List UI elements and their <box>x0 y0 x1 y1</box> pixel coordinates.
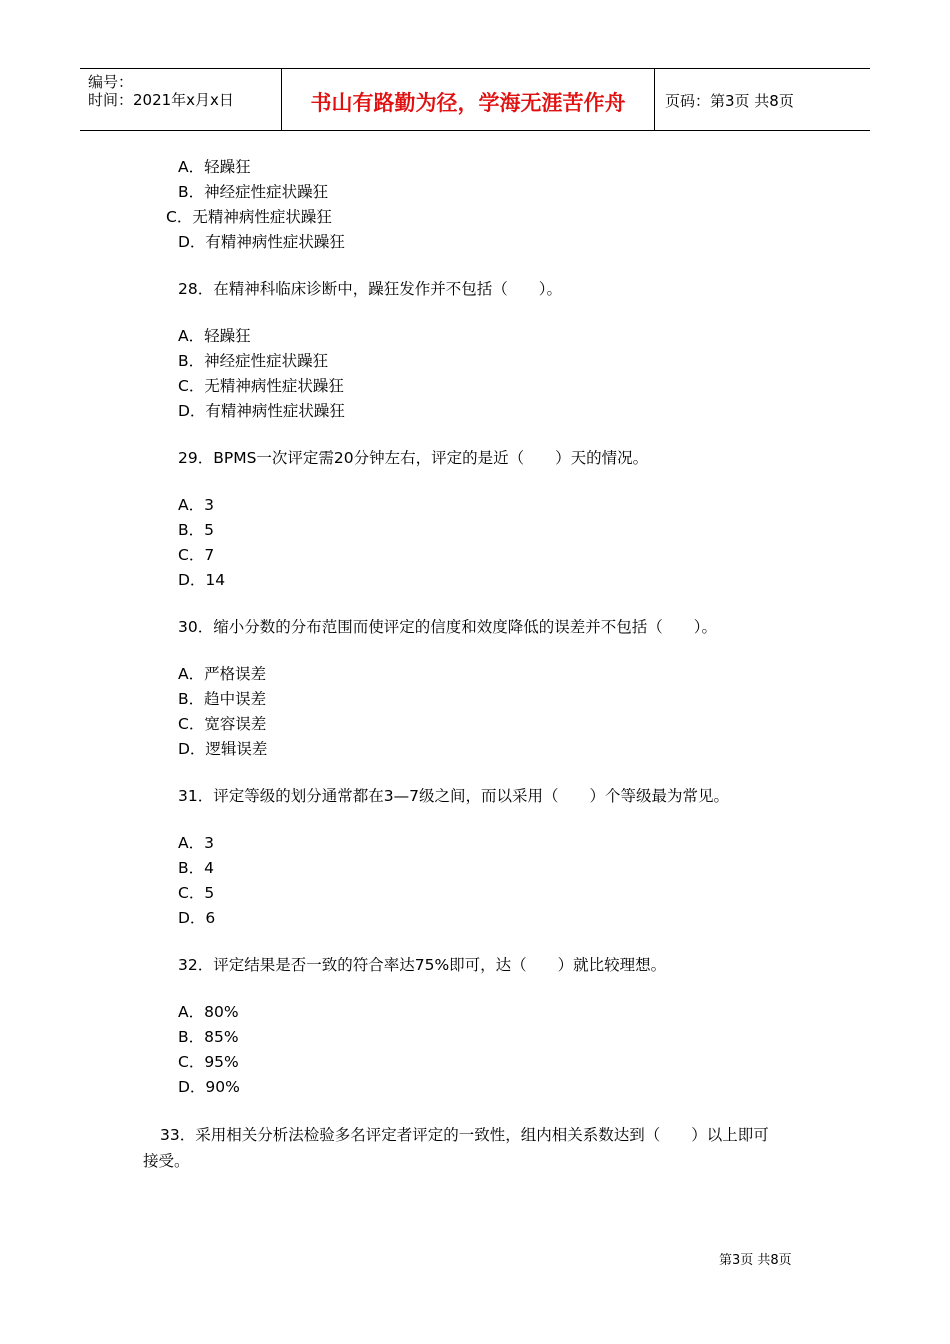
option-line: C．95% <box>178 1053 239 1071</box>
question-stem: 31．评定等级的划分通常都在3—7级之间，而以采用（ ）个等级最为常见。 <box>178 787 729 805</box>
document-time-label: 时间：2021年x月x日 <box>88 91 234 109</box>
option-line: B．85% <box>178 1028 239 1046</box>
header-meta-cell <box>80 69 282 130</box>
option-line: B．4 <box>178 859 214 877</box>
header-motto-cell <box>282 69 655 130</box>
option-line: A．严格误差 <box>178 665 267 683</box>
question-stem: 30．缩小分数的分布范围而使评定的信度和效度降低的误差并不包括（ ）。 <box>178 618 717 636</box>
option-line: C．5 <box>178 884 215 902</box>
option-line: C．无精神病性症状躁狂 <box>166 208 332 226</box>
option-line: A．轻躁狂 <box>178 158 251 176</box>
question-stem: 28．在精神科临床诊断中，躁狂发作并不包括（ ）。 <box>178 280 562 298</box>
option-line: A．3 <box>178 834 214 852</box>
option-line: B．5 <box>178 521 214 539</box>
question-stem: 32．评定结果是否一致的符合率达75%即可，达（ ）就比较理想。 <box>178 956 667 974</box>
question-stem: 33．采用相关分析法检验多名评定者评定的一致性，组内相关系数达到（ ）以上即可 <box>160 1126 769 1144</box>
document-number-label: 编号： <box>88 73 134 91</box>
option-line: A．轻躁狂 <box>178 327 251 345</box>
question-stem: 29．BPMS一次评定需20分钟左右，评定的是近（ ）天的情况。 <box>178 449 649 467</box>
option-line: D．14 <box>178 571 226 589</box>
option-line: D．有精神病性症状躁狂 <box>178 233 345 251</box>
option-line: D．有精神病性症状躁狂 <box>178 402 345 420</box>
header-page-cell <box>655 69 870 130</box>
question-stem-continuation: 接受。 <box>143 1152 190 1170</box>
page-header <box>80 68 870 131</box>
option-line: D．90% <box>178 1078 240 1096</box>
option-line: C．无精神病性症状躁狂 <box>178 377 344 395</box>
option-line: D．6 <box>178 909 216 927</box>
option-line: D．逻辑误差 <box>178 740 268 758</box>
option-line: A．80% <box>178 1003 239 1021</box>
option-line: B．神经症性症状躁狂 <box>178 183 329 201</box>
option-line: B．神经症性症状躁狂 <box>178 352 329 370</box>
option-line: A．3 <box>178 496 214 514</box>
option-line: C．宽容误差 <box>178 715 267 733</box>
option-line: B．趋中误差 <box>178 690 267 708</box>
option-line: C．7 <box>178 546 215 564</box>
motto: 书山有路勤为径，学海无涯苦作舟 <box>310 90 626 115</box>
page-footer: 第3页 共8页 <box>719 1253 792 1268</box>
header-page-info: 页码：第3页 共8页 <box>665 92 794 110</box>
